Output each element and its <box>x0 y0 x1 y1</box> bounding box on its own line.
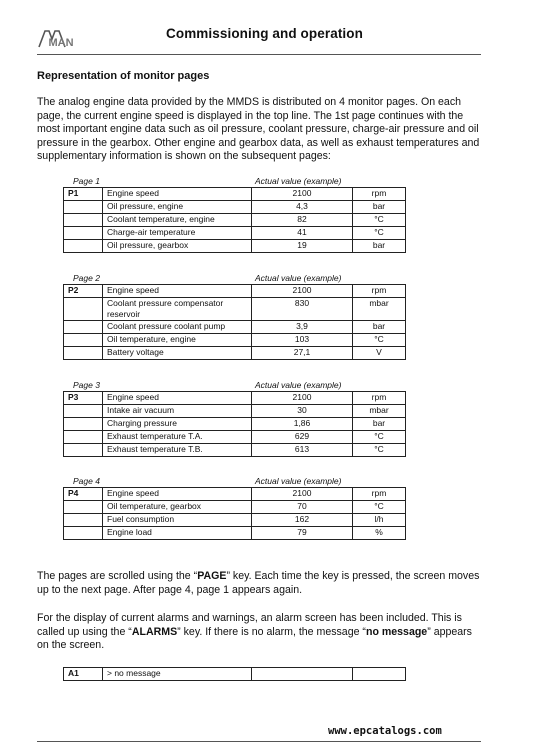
unit: rpm <box>353 285 406 298</box>
table-row <box>64 334 406 347</box>
monitor-page-3-table <box>63 391 406 457</box>
parameter-name: Engine speed <box>103 488 252 501</box>
actual-value: 830 <box>252 298 353 321</box>
unit: bar <box>353 418 406 431</box>
table-row <box>64 285 406 298</box>
actual-value: 3,9 <box>252 321 353 334</box>
table-row <box>64 347 406 360</box>
parameter-name: Coolant pressure coolant pump <box>103 321 252 334</box>
actual-value-label: Actual value (example) <box>255 273 342 283</box>
page-id: P2 <box>64 285 103 298</box>
table-row <box>64 214 406 227</box>
monitor-page-2-table <box>63 284 406 360</box>
actual-value-label: Actual value (example) <box>255 380 342 390</box>
unit: °C <box>353 214 406 227</box>
table-row <box>64 444 406 457</box>
actual-value: 79 <box>252 527 353 540</box>
actual-value-label: Actual value (example) <box>255 476 342 486</box>
page-id: P3 <box>64 392 103 405</box>
table-row <box>64 227 406 240</box>
unit: V <box>353 347 406 360</box>
page-1-label: Page 1 <box>73 176 100 186</box>
actual-value: 2100 <box>252 188 353 201</box>
alarms-key-name: ALARMS <box>131 625 178 638</box>
unit: °C <box>353 227 406 240</box>
actual-value: 4,3 <box>252 201 353 214</box>
parameter-name: Engine load <box>103 527 252 540</box>
actual-value: 27,1 <box>252 347 353 360</box>
actual-value: 41 <box>252 227 353 240</box>
actual-value: 613 <box>252 444 353 457</box>
unit: l/h <box>353 514 406 527</box>
parameter-name: Charge-air temperature <box>103 227 252 240</box>
parameter-name: Oil pressure, engine <box>103 201 252 214</box>
footer-divider <box>37 741 481 742</box>
parameter-name: Engine speed <box>103 188 252 201</box>
parameter-name: Coolant pressure compensator reservoir <box>103 298 252 321</box>
unit: bar <box>353 240 406 253</box>
page-2-label: Page 2 <box>73 273 100 283</box>
svg-text:MAN: MAN <box>48 37 74 49</box>
actual-value: 162 <box>252 514 353 527</box>
alarm-id: A1 <box>64 668 103 681</box>
table-row <box>64 668 406 681</box>
actual-value: 70 <box>252 501 353 514</box>
table-row <box>64 188 406 201</box>
table-row <box>64 431 406 444</box>
page-4-label: Page 4 <box>73 476 100 486</box>
actual-value: 82 <box>252 214 353 227</box>
parameter-name: Exhaust temperature T.B. <box>103 444 252 457</box>
parameter-name: Oil pressure, gearbox <box>103 240 252 253</box>
parameter-name: Fuel consumption <box>103 514 252 527</box>
unit: rpm <box>353 188 406 201</box>
table-row <box>64 392 406 405</box>
unit: °C <box>353 431 406 444</box>
parameter-name: Engine speed <box>103 392 252 405</box>
unit: bar <box>353 201 406 214</box>
table-row <box>64 201 406 214</box>
parameter-name: Oil temperature, engine <box>103 334 252 347</box>
actual-value: 30 <box>252 405 353 418</box>
alarm-screen-table <box>63 667 406 681</box>
unit: mbar <box>353 298 406 321</box>
parameter-name: Oil temperature, gearbox <box>103 501 252 514</box>
unit: °C <box>353 444 406 457</box>
monitor-page-1-table <box>63 187 406 253</box>
no-message-text: no message <box>365 625 428 638</box>
unit: mbar <box>353 405 406 418</box>
unit: bar <box>353 321 406 334</box>
parameter-name: Engine speed <box>103 285 252 298</box>
header-divider <box>37 54 481 55</box>
page-key-name: PAGE <box>197 570 227 582</box>
monitor-page-4-table <box>63 487 406 540</box>
actual-value: 19 <box>252 240 353 253</box>
table-row <box>64 418 406 431</box>
table-row <box>64 488 406 501</box>
page-id: P4 <box>64 488 103 501</box>
scroll-paragraph: The pages are scrolled using the “PAGE” key. Each time the key is pressed, the screen moves up to the next page. After page 4, page 1 appears again. <box>37 570 480 596</box>
unit: rpm <box>353 392 406 405</box>
actual-value: 2100 <box>252 488 353 501</box>
parameter-name: Charging pressure <box>103 418 252 431</box>
section-title: Representation of monitor pages <box>37 70 210 82</box>
page-3-label: Page 3 <box>73 380 100 390</box>
table-row <box>64 321 406 334</box>
unit: % <box>353 527 406 540</box>
parameter-name: Exhaust temperature T.A. <box>103 431 252 444</box>
actual-value-label: Actual value (example) <box>255 176 342 186</box>
table-row <box>64 405 406 418</box>
parameter-name: Intake air vacuum <box>103 405 252 418</box>
actual-value: 629 <box>252 431 353 444</box>
unit: rpm <box>353 488 406 501</box>
man-logo <box>37 26 85 50</box>
footer-url: www.epcatalogs.com <box>328 725 442 737</box>
page-id: P1 <box>64 188 103 201</box>
table-row <box>64 240 406 253</box>
unit: °C <box>353 501 406 514</box>
parameter-name: Battery voltage <box>103 347 252 360</box>
table-row <box>64 514 406 527</box>
parameter-name: Coolant temperature, engine <box>103 214 252 227</box>
table-row <box>64 298 406 321</box>
actual-value: 1,86 <box>252 418 353 431</box>
alarm-message: > no message <box>103 668 252 681</box>
unit: °C <box>353 334 406 347</box>
actual-value: 2100 <box>252 285 353 298</box>
actual-value: 2100 <box>252 392 353 405</box>
table-row <box>64 527 406 540</box>
actual-value: 103 <box>252 334 353 347</box>
page-header-title: Commissioning and operation <box>166 26 363 41</box>
alarm-paragraph: For the display of current alarms and warnings, an alarm screen has been included. This is called up using the “ALARMS” key. If there is no alarm, the message “no message” appears on the screen. <box>37 612 472 652</box>
table-row <box>64 501 406 514</box>
intro-paragraph: The analog engine data provided by the MMDS is distributed on 4 monitor pages. On each page, the current engine speed is displayed in the top line. The 1st page continues with the most important engine data such as oil pressure, coolant pressure, charge-air pressure and oil pressure in the gearbox. Other engine and gearbox data, as well as exhaust temperatures and supplementary information is shown on the subsequent pages: <box>37 96 480 163</box>
